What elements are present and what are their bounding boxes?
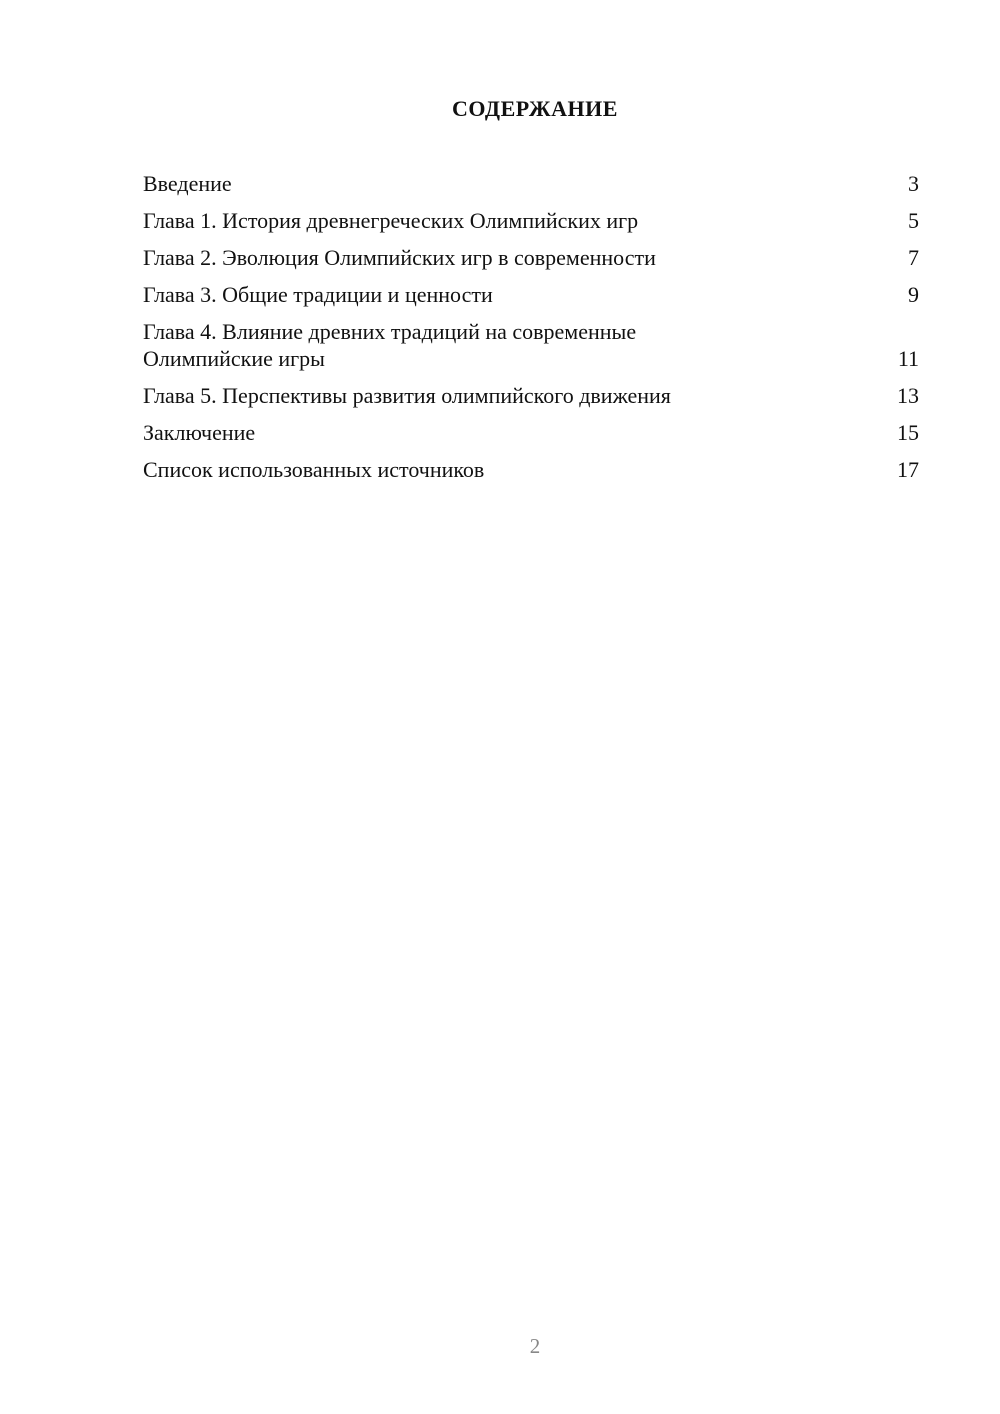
toc-item-label-line-2: Олимпийские игры xyxy=(143,346,325,371)
toc-item-page: 15 xyxy=(897,420,919,445)
toc-item-label: Глава 1. История древнегреческих Олимпийских игр xyxy=(143,208,639,233)
toc-item-chapter-3 xyxy=(143,281,919,308)
toc-item-page: 13 xyxy=(897,383,919,408)
toc-list xyxy=(143,170,919,493)
toc-item-label: Заключение xyxy=(143,420,256,445)
toc-item-chapter-5 xyxy=(143,382,919,409)
toc-item-page: 11 xyxy=(897,346,919,371)
toc-item-page: 3 xyxy=(908,171,919,196)
toc-title: СОДЕРЖАНИЕ xyxy=(452,96,618,121)
toc-item-chapter-2 xyxy=(143,244,919,271)
toc-item-page: 17 xyxy=(897,457,919,482)
toc-item-introduction xyxy=(143,170,919,197)
toc-item-page: 9 xyxy=(908,282,919,307)
toc-item-label: Глава 5. Перспективы развития олимпийского движения xyxy=(143,383,671,408)
toc-item-label-line-1: Глава 4. Влияние древних традиций на современные xyxy=(143,319,637,344)
toc-item-label: Список использованных источников xyxy=(143,457,485,482)
toc-item-conclusion xyxy=(143,419,919,446)
toc-item-label: Введение xyxy=(143,171,232,196)
toc-item-label: Глава 3. Общие традиции и ценности xyxy=(143,282,493,307)
page-number: 2 xyxy=(529,1334,541,1358)
toc-item-page: 5 xyxy=(908,208,919,233)
toc-item-chapter-4 xyxy=(143,318,919,372)
toc-item-label: Глава 2. Эволюция Олимпийских игр в современности xyxy=(143,245,656,270)
toc-item-page: 7 xyxy=(908,245,919,270)
toc-item-chapter-1 xyxy=(143,207,919,234)
toc-item-references xyxy=(143,456,919,483)
